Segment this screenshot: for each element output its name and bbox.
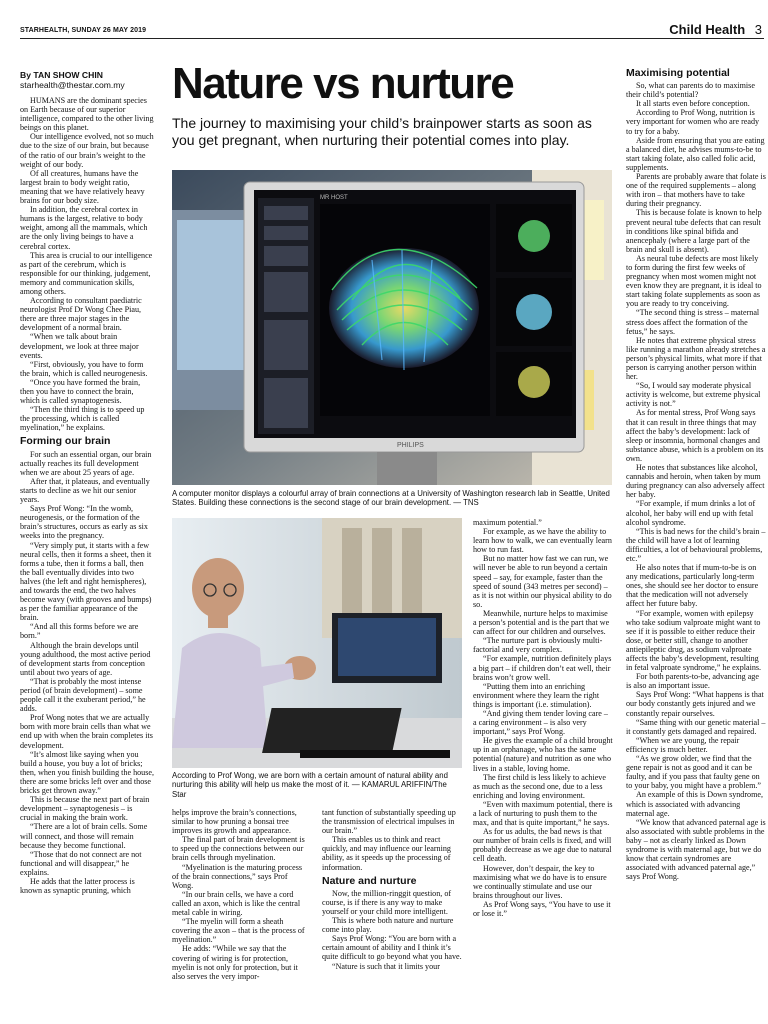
paragraph: But no matter how fast we can run, we will never be able to run beyond a certain speed – say, for example, faster than the speed of sound (343 metres per second) – as it is not within our physical ability to do so. [473, 554, 612, 609]
paragraph: “There are a lot of brain cells. Some will connect, and those will remain because they become functional. [20, 822, 148, 850]
paragraph: “That is probably the most intense period (of brain development) – some people call it the exuberant period,” he adds. [20, 676, 146, 714]
paragraph: “First, obviously, you have to form the brain, which is called neurogenesis. [20, 359, 148, 378]
article-column-1 [20, 70, 155, 1020]
paragraph: Meanwhile, nurture helps to maximise a person’s potential and is the part that we can affect for our children and ourselves. [473, 608, 610, 637]
paragraph: Parents are probably aware that folate is one of the required supplements – along with iron – that mothers have to take during their pregnancy. [626, 172, 766, 209]
photo1-caption: A computer monitor displays a colourful array of brain connections at a University of Washington research lab in Seattle, United States. Building these connections is the second stage of our brain development. — TNS [172, 489, 610, 508]
paragraph: It all starts even before conception. [636, 99, 750, 109]
standfirst: The journey to maximising your child’s brainpower starts as soon as you get pregnant, when nurturing their potential comes into play. [172, 115, 592, 148]
masthead-rule [20, 38, 764, 39]
monitor-brand: PHILIPS [397, 442, 424, 449]
paragraph: In addition, the cerebral cortex in humans is the largest, relative to body weight, among all the mammals, which are the only living beings to have a cerebral cortex. [20, 205, 148, 251]
paragraph: Prof Wong notes that we are actually born with more brain cells than what we end up with when the brain completes its development. [20, 713, 153, 750]
paragraph: An example of this is Down syndrome, which is associated with advancing maternal age. [626, 790, 764, 818]
paragraph: “As we grow older, we find that the gene repair is not as good and it can be faulty, and if you pass that faulty gene on to your baby, you might have a problem.” [626, 754, 762, 791]
paragraph: Says Prof Wong: “You are born with a certain amount of ability and I think it’s quite difficult to go beyond what you have. [322, 934, 462, 962]
paragraph: Of all creatures, humans have the largest brain to body weight ratio, meaning that we have relatively heavy brains for our body size. [20, 168, 145, 206]
paragraph: However, don’t despair, the key to maximising what we do have is to ensure we continually stimulate and use our brains throughout our lives. [473, 863, 607, 900]
paragraph: “For example, if mum drinks a lot of alcohol, her baby will end up with fetal alcohol syndrome. [626, 499, 756, 527]
paragraph: “Myelination is the maturing process of the brain connections,” says Prof Wong. [172, 862, 303, 890]
byline-email: starhealth@thestar.com.my [20, 80, 125, 90]
paragraph: “The nurture part is obviously multi-factorial and very complex. [473, 636, 603, 655]
paragraph: For both parents-to-be, advancing age is also an important issue. [626, 672, 759, 691]
page-number: 3 [754, 22, 762, 37]
paragraph: This is because the next part of brain development – synaptogenesis – is crucial in making the brain work. [20, 795, 150, 823]
paragraph: “The second thing is stress – maternal stress does affect the formation of the fetus,” he says. [626, 308, 760, 336]
paragraph: Says Prof Wong: “In the womb, neurogenesis, or the formation of the brain’s structures, occurs as early as six weeks into the pregnancy. [20, 504, 148, 541]
paragraph: He adds: “While we say that the covering of wiring is for protection, myelin is not only for protection, but it also serves the very impor- [172, 944, 298, 981]
byline-author: By TAN SHOW CHIN [20, 70, 103, 80]
section-name: Child Health [669, 22, 746, 37]
paragraph: He also notes that if mum-to-be is on any medications, particularly long-term ones, she should see her doctor to ensure that the medication will not adversely affect her future baby. [626, 563, 759, 609]
paragraph: The final part of brain development is to speed up the connections between our brain cells through myelination. [172, 835, 305, 863]
paragraph: He gives the example of a child brought up in an orphanage, who has the same potential (nature) and nutrition as one who lives in a stable, loving home. [473, 736, 613, 773]
article-column-5 [626, 64, 766, 1020]
paragraph: This is because folate is known to help prevent neural tube defects that can result in conditions like spinal bifida and anencephaly (where a large part of the brain and skull is absent). [626, 208, 762, 254]
subheading: Nature and nurture [322, 874, 417, 887]
subheading: Forming our brain [20, 435, 111, 448]
paragraph: The first child is less likely to achieve as much as the second one, due to a less enriching and loving environment. [473, 772, 606, 800]
paragraph: “Nature is such that it limits your [332, 961, 440, 971]
paragraph: After that, it plateaus, and eventually starts to decline as we hit our senior years. [20, 476, 150, 505]
paragraph: “When we talk about brain development, we look at three major events. [20, 332, 139, 360]
paragraph: Now, the million-ringgit question, of course, is if there is any way to make yourself or your child more intelligent. [322, 888, 452, 916]
paragraph: helps improve the brain’s connections, similar to how pruning a bonsai tree improves its growth and appearance. [172, 808, 297, 836]
article-column-3 [322, 808, 462, 1020]
masthead-date: STARHEALTH, SUNDAY 26 MAY 2019 [20, 27, 147, 34]
subheading: Maximising potential [626, 67, 730, 79]
paragraph: “It’s almost like saying when you build a house, you buy a lot of bricks; then, when you finish building the house, there are some bricks left over and those bricks get thrown away.” [20, 749, 154, 796]
paragraph: As for us adults, the bad news is that our number of brain cells is fixed, and will probably decrease as we age due to natural cell death. [473, 827, 612, 864]
paragraph: As neural tube defects are most likely to form during the first few weeks of pregnancy when most women might not even know they are pregnant, it is ideal to start taking folate supplements as soon as you are ready to try conceiving. [626, 253, 762, 309]
paragraph: For example, as we have the ability to learn how to walk, we can eventually learn how to run fast. [473, 527, 612, 555]
paragraph: So, what can parents do to maximise their child’s potential? [626, 81, 755, 100]
paragraph: This is where both nature and nurture come into play. [322, 916, 454, 935]
paragraph: This enables us to think and react quickly, and may influence our learning ability, as it speeds up the processing of information. [322, 835, 451, 872]
photo2-caption: According to Prof Wong, we are born with a certain amount of natural ability and nurturing this ability will help us make the most of it. — KAMARUL ARIFFIN/The Star [172, 771, 448, 799]
paragraph: Says Prof Wong: “What happens is that our body constantly gets injured and we constantly repair ourselves. [626, 690, 764, 718]
paragraph: tant function of substantially speeding up the transmission of electrical impulses in our brain.” [322, 808, 456, 836]
paragraph: He adds that the latter process is known as synaptic pruning, which [20, 876, 135, 896]
paragraph: As for mental stress, Prof Wong says that it can result in three things that may affect the baby’s development: lack of sleep or insomnia, hormonal changes and substance abuse, which is a problem on its own. [626, 408, 764, 463]
paragraph: “And all this forms before we are born.” [20, 622, 139, 641]
paragraph: Aside from ensuring that you are eating a balanced diet, he advises mums-to-be to start taking folate, also called folic acid, supplements. [626, 135, 765, 172]
monitor-tag: MR HOST [320, 195, 348, 201]
paragraph: This area is crucial to our intelligence as part of the cerebrum, which is responsible for our thinking, judgement, memory and communication skills, among others. [20, 250, 153, 296]
article-column-4 [473, 518, 613, 1020]
prof-wong-illustration [172, 518, 462, 768]
brain-monitor-illustration [172, 170, 612, 485]
paragraph: maximum potential.” [473, 518, 542, 527]
prof-wong-photo [172, 518, 462, 768]
paragraph: “In our brain cells, we have a cord called an axon, which is like the central metal cable in wiring. [172, 889, 301, 918]
section-title [669, 22, 762, 37]
paragraph: “When we are young, the repair efficiency is much better. [626, 735, 740, 754]
paragraph: “Even with maximum potential, there is a lack of nurturing to push them to the max, and that is quite important,” he says. [473, 799, 613, 828]
paragraph: “Once you have formed the brain, then you have to connect the brain, which is called synaptogenesis. [20, 377, 141, 406]
brain-monitor-photo [172, 170, 612, 485]
headline: Nature vs nurture [172, 59, 514, 108]
paragraph: He notes that substances like alcohol, cannabis and heroin, when taken by mum during pregnancy can also adversely affect her baby. [626, 463, 765, 500]
paragraph: “We know that advanced paternal age is also associated with subtle problems in the baby – not as clearly linked as Down syndrome is with maternal age, but we do know that certain syndromes are associated with advanced paternal age,” says Prof Wong. [626, 817, 766, 882]
paragraph: For such an essential organ, our brain actually reaches its full development when we are about 25 years of age. [20, 449, 152, 477]
paragraph: According to Prof Wong, nutrition is very important for women who are ready to try for a baby. [626, 108, 760, 136]
paragraph: “Those that do not connect are not functional and will disappear,” he explains. [20, 849, 142, 877]
paragraph: According to consultant paediatric neurologist Prof Dr Wong Chee Piau, there are three major stages in the development of a normal brain. [20, 296, 142, 333]
paragraph: “So, I would say moderate physical activity is welcome, but extreme physical activity is not.” [626, 381, 761, 409]
paragraph: HUMANS are the dominant species on Earth because of our superior intelligence, compared to the other living beings on this planet. [20, 96, 154, 133]
paragraph: “The myelin will form a sheath covering the axon – that is the process of myelination.” [172, 917, 305, 945]
article-column-2 [172, 808, 310, 1020]
paragraph: “For example, women with epilepsy who take sodium valproate might want to see if it is possible to either reduce their dose, or better still, change to another antiepileptic drug, as sodium valproate affects the baby’s development, resulting in fetal valproate syndrome,” he explains. [626, 608, 762, 673]
paragraph: As Prof Wong says, “You have to use it or lose it.” [473, 899, 611, 919]
paragraph: “Very simply put, it starts with a few neural cells, then it forms a sheet, then it forms a tube, then it forms a ball, then the ball eventually divides into two halves (the left and right hemispheres), and towards the end, the two halves become wavy (with grooves and bumps) as per the familiar appearance of the brain. [20, 540, 152, 623]
paragraph: Although the brain develops until young adulthood, the most active period of development starts from conception until about two years of age. [20, 640, 151, 677]
paragraph: “Putting them into an enriching environment where they learn the right things is important (i.e. stimulation). [473, 681, 600, 709]
paragraph: He notes that extreme physical stress like running a marathon already stretches a person’s physical limits, what more if that person is carrying another person within her. [626, 335, 766, 382]
paragraph: “This is bad news for the child’s brain – the child will have a lot of learning difficulties, a lot of behavioural problems, etc.” [626, 526, 766, 563]
byline [20, 70, 155, 90]
paragraph: “For example, nutrition definitely plays a big part – if children don’t eat well, their brains won’t grow well. [473, 654, 612, 682]
paragraph: Our intelligence evolved, not so much due to the size of our brain, but because of the ratio of our brain’s weight to the weight of our body. [20, 132, 154, 169]
paragraph: “Same thing with our genetic material – it constantly gets damaged and repaired. [626, 717, 766, 736]
paragraph: “And giving them tender loving care – a caring environment – is also very important,” says Prof Wong. [473, 708, 608, 737]
paragraph: “Then the third thing is to speed up the processing, which is called myelination,” he explains. [20, 405, 145, 433]
